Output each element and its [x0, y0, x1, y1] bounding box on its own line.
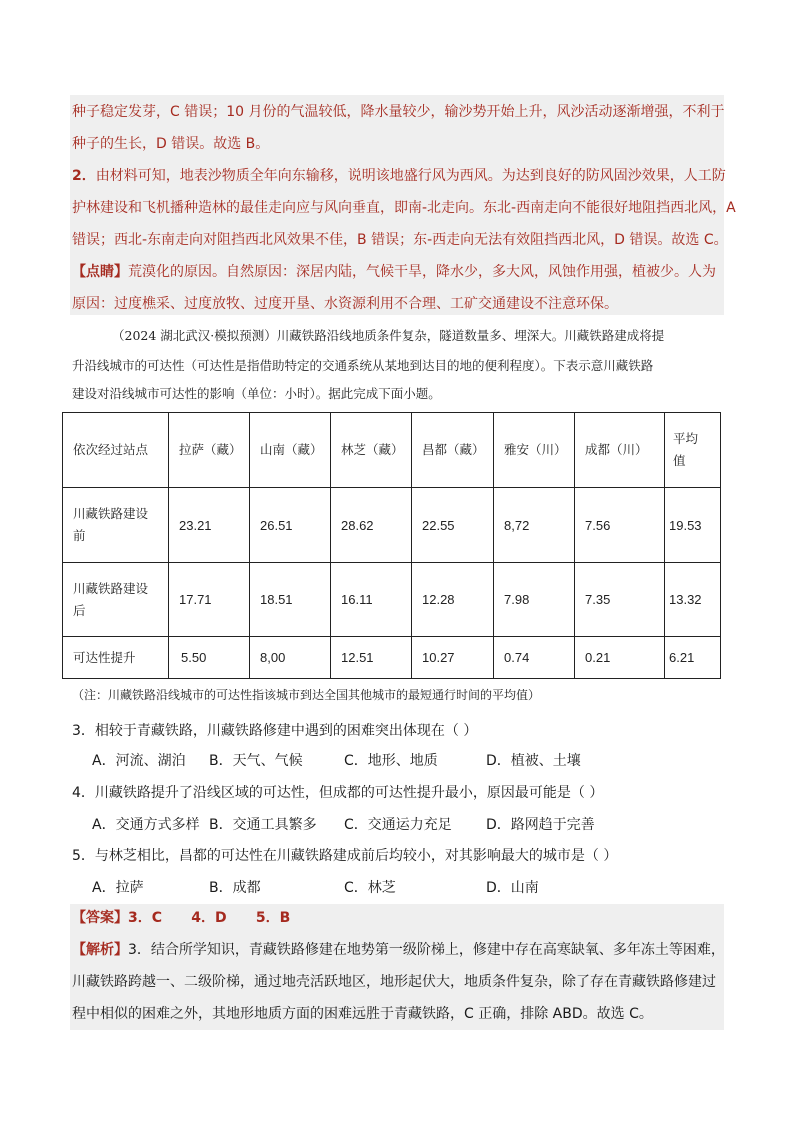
q2-explanation-line: 错误；西北-东南走向对阻挡西北风效果不佳，B 错误；东-西走向无法有效阻挡西北风，D 错误。故选 C。: [72, 232, 728, 248]
table-cell: 7.56: [575, 488, 665, 563]
question-3-stem: 3．相较于青藏铁路，川藏铁路修建中遇到的困难突出体现在（ ）: [72, 723, 478, 739]
table-cell: 6.21: [665, 637, 721, 679]
table-cell: 7.98: [494, 563, 575, 637]
option-d[interactable]: D．路网趋于完善: [486, 817, 595, 833]
explanation-line: 种子稳定发芽，C 错误；10 月份的气温较低，降水量较少，输沙势开始上升，风沙活动逐渐增强，不利于: [72, 104, 725, 120]
option-d[interactable]: D．山南: [486, 880, 539, 896]
table-header-cell: 依次经过站点: [63, 413, 169, 488]
table-header-cell: 雅安（川）: [494, 413, 575, 488]
table-cell: 22.55: [412, 488, 494, 563]
table-cell: 19.53: [665, 488, 721, 563]
question-5-stem: 5．与林芝相比，昌都的可达性在川藏铁路建成前后均较小，对其影响最大的城市是（ ）: [72, 848, 618, 864]
tip-line: [72, 262, 724, 282]
table-cell: 12.28: [412, 563, 494, 637]
table-header-cell: 昌都（藏）: [412, 413, 494, 488]
answer-label: 【答案】: [72, 910, 128, 926]
option-a[interactable]: A．河流、湖泊: [92, 753, 186, 769]
table-header-cell: 山南（藏）: [250, 413, 331, 488]
table-header-cell: 拉萨（藏）: [169, 413, 250, 488]
answer-text: 3．C 4．D 5．B: [128, 910, 291, 926]
table-cell: 0.21: [575, 637, 665, 679]
option-b[interactable]: B．天气、气候: [209, 753, 303, 769]
table-header-cell: 林芝（藏）: [331, 413, 412, 488]
table-cell: 26.51: [250, 488, 331, 563]
answer-line: [72, 908, 724, 928]
analysis-label: 【解析】: [72, 942, 128, 958]
option-b[interactable]: B．成都: [209, 880, 261, 896]
table-cell: 18.51: [250, 563, 331, 637]
table-note: （注：川藏铁路沿线城市的可达性指该城市到达全国其他城市的最短通行时间的平均值）: [72, 688, 541, 702]
question-4-stem: 4．川藏铁路提升了沿线区域的可达性，但成都的可达性提升最小，原因最可能是（ ）: [72, 785, 604, 801]
table-cell: 17.71: [169, 563, 250, 637]
analysis-text: 3．结合所学知识，青藏铁路修建在地势第一级阶梯上，修建中存在高寒缺氧、多年冻土等困难，: [128, 942, 725, 958]
analysis-line: 川藏铁路跨越一、二级阶梯，通过地壳活跃地区，地形起伏大，地质条件复杂，除了存在青藏铁路修建过: [72, 974, 716, 990]
material-intro-line: （2024 湖北武汉·模拟预测）川藏铁路沿线地质条件复杂，隧道数量多、埋深大。川藏铁路建成将提: [112, 328, 665, 343]
option-a[interactable]: A．拉萨: [92, 880, 144, 896]
table-header-row: [63, 413, 721, 488]
q2-explanation-line: 护林建设和飞机播种造林的最佳走向应与风向垂直，即南-北走向。东北-西南走向不能很好地阻挡西北风，A: [72, 200, 736, 216]
table-row-label: 可达性提升: [63, 637, 169, 679]
analysis-line: 程中相似的困难之外，其地形地质方面的困难远胜于青藏铁路，C 正确，排除 ABD。故选 C。: [72, 1006, 653, 1022]
question-3-options: [92, 750, 692, 770]
accessibility-table: [62, 412, 721, 679]
table-cell: 0.74: [494, 637, 575, 679]
option-b[interactable]: B．交通工具繁多: [209, 817, 317, 833]
table-row-label: 川藏铁路建设 前: [63, 488, 169, 563]
table-cell: 23.21: [169, 488, 250, 563]
table-row: [63, 563, 721, 637]
question-4-options: [92, 814, 692, 834]
table-cell: 8,72: [494, 488, 575, 563]
tip-label: 【点睛】: [72, 264, 128, 280]
q2-explanation-line: [72, 166, 724, 186]
table-header-cell-average: 平均 值: [665, 413, 721, 488]
q2-text: 由材料可知，地表沙物质全年向东输移，说明该地盛行风为西风。为达到良好的防风固沙效果，人工防: [95, 168, 726, 184]
analysis-line: [72, 940, 724, 960]
table-cell: 12.51: [331, 637, 412, 679]
option-a[interactable]: A．交通方式多样: [92, 817, 200, 833]
table-cell: 7.35: [575, 563, 665, 637]
tip-line: 原因：过度樵采、过度放牧、过度开垦、水资源利用不合理、工矿交通建设不注意环保。: [72, 296, 618, 312]
table-cell: 16.11: [331, 563, 412, 637]
explanation-line: 种子的生长，D 错误。故选 B。: [72, 136, 270, 152]
table-row: [63, 637, 721, 679]
material-intro-line: 建设对沿线城市可达性的影响（单位：小时）。据此完成下面小题。: [72, 386, 441, 401]
option-c[interactable]: C．地形、地质: [344, 753, 438, 769]
table-row-label: 川藏铁路建设 后: [63, 563, 169, 637]
tip-text: 荒漠化的原因。自然原因：深居内陆，气候干旱，降水少，多大风，风蚀作用强，植被少。人为: [128, 264, 716, 280]
option-c[interactable]: C．林芝: [344, 880, 396, 896]
table-cell: 13.32: [665, 563, 721, 637]
material-intro-line: 升沿线城市的可达性（可达性是指借助特定的交通系统从某地到达目的地的便利程度）。下表示意川藏铁路: [72, 358, 654, 373]
table-row: [63, 488, 721, 563]
option-d[interactable]: D．植被、土壤: [486, 753, 581, 769]
q2-number: 2．: [72, 168, 96, 184]
table-cell: 8,00: [250, 637, 331, 679]
table-cell: 5.50: [169, 637, 250, 679]
table-cell: 28.62: [331, 488, 412, 563]
table-cell: 10.27: [412, 637, 494, 679]
question-5-options: [92, 877, 692, 897]
table-header-cell: 成都（川）: [575, 413, 665, 488]
option-c[interactable]: C．交通运力充足: [344, 817, 452, 833]
